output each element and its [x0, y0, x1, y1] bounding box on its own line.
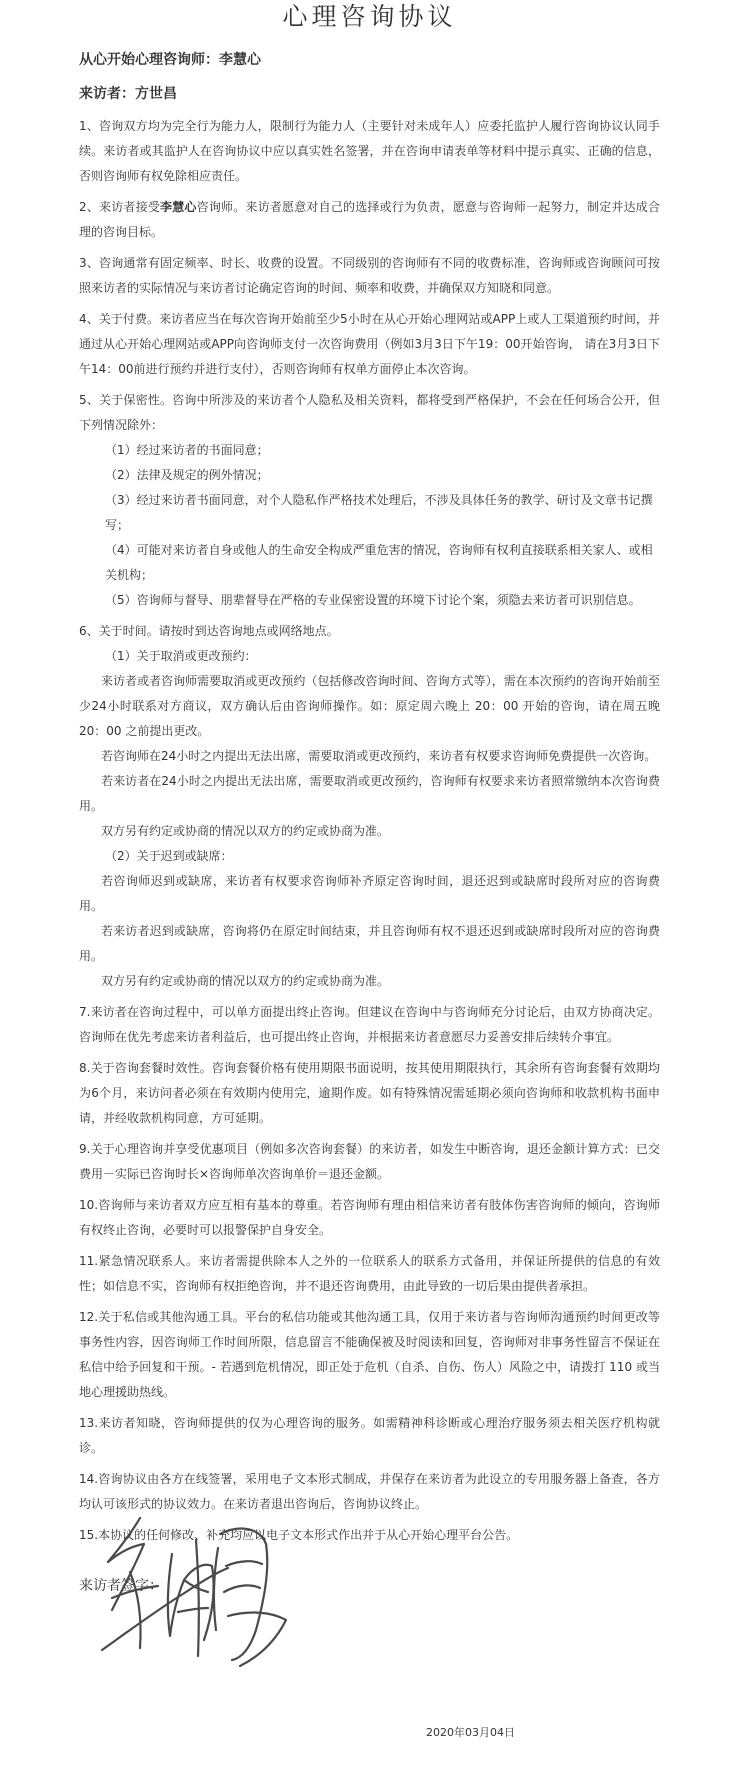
clause-6-sub2-title: （2）关于迟到或缺席：	[105, 849, 233, 863]
clause-14: 14.咨询协议由各方在线签署，采用电子文本形式制成，并保存在来访者为此设立的专用服务器上备查，各方均认可该形式的协议效力。在来访者退出咨询后，咨询协议终止。	[79, 1472, 660, 1511]
clause-5-item: （3）经过来访者书面同意，对个人隐私作严格技术处理后，不涉及具体任务的教学、研讨及文章书记撰写；	[105, 493, 653, 532]
visitor-line: 来访者：方世昌	[79, 86, 177, 102]
clause-13: 13.来访者知晓，咨询师提供的仅为心理咨询的服务。如需精神科诊断或心理治疗服务须去相关医疗机构就诊。	[79, 1416, 660, 1455]
clause-4: 4、关于付费。来访者应当在每次咨询开始前至少5小时在从心开始心理网站或APP上或人工渠道预约时间，并通过从心开始心理网站或APP向咨询师支付一次咨询费用（例如3月3日下午19：00开始咨询， 请在3月3日下午14：00前进行预约并进行支付），否则咨询师有权单方面停止本次咨询。	[79, 312, 660, 376]
clause-9: 9.关于心理咨询并享受优惠项目（例如多次咨询套餐）的来访者，如发生中断咨询，退还金额计算方式：已交费用－实际已咨询时长×咨询师单次咨询单价＝退还金额。	[79, 1142, 660, 1181]
clause-11: 11.紧急情况联系人。来访者需提供除本人之外的一位联系人的联系方式备用，并保证所提供的信息的有效性；如信息不实，咨询师有权拒绝咨询，并不退还咨询费用，由此导致的一切后果由提供者承担。	[79, 1254, 660, 1293]
page-title: 心理咨询协议	[282, 2, 457, 31]
clause-5	[79, 388, 660, 613]
clause-6-sub1-line: 若来访者在24小时之内提出无法出席，需要取消或更改预约，咨询师有权要求来访者照常缴纳本次咨询费用。	[79, 774, 660, 813]
clause-6-sub1-line: 双方另有约定或协商的情况以双方的约定或协商为准。	[101, 824, 390, 838]
clause-3: 3、咨询通常有固定频率、时长、收费的设置。不同级别的咨询师有不同的收费标准，咨询师或咨询顾问可按照来访者的实际情况与来访者讨论确定咨询的时间、频率和收费，并确保双方知晓和同意。	[79, 256, 660, 295]
signature-label: 来访者签字：	[79, 1578, 163, 1594]
clause-5-item: （4）可能对来访者自身或他人的生命安全构成严重危害的情况，咨询师有权利直接联系相关家人、或相关机构；	[105, 543, 653, 582]
clause-5-item: （2）法律及规定的例外情况；	[105, 468, 269, 482]
clause-10: 10.咨询师与来访者双方应互相有基本的尊重。若咨询师有理由相信来访者有肢体伤害咨询师的倾向，咨询师有权终止咨询，必要时可以报警保护自身安全。	[79, 1198, 660, 1237]
clause-5-item: （1）经过来访者的书面同意；	[105, 443, 269, 457]
clause-6-sub1-line: 来访者或者咨询师需要取消或更改预约（包括修改咨询时间、咨询方式等），需在本次预约的咨询开始前至少24小时联系对方商议，双方确认后由咨询师操作。如：原定周六晚上 20：00 开始的咨询，请在周五晚 20：00 之前提出更改。	[79, 674, 660, 738]
counselor-line: 从心开始心理咨询师：李慧心	[79, 52, 261, 68]
clause-6-sub2-line: 若咨询师迟到或缺席，来访者有权要求咨询师补齐原定咨询时间，退还迟到或缺席时段所对应的咨询费用。	[79, 874, 660, 913]
clause-7: 7.来访者在咨询过程中，可以单方面提出终止咨询。但建议在咨询中与咨询师充分讨论后，由双方协商决定。咨询师在优先考虑来访者利益后，也可提出终止咨询，并根据来访者意愿尽力妥善安排后续转介事宜。	[79, 1005, 660, 1044]
clause-2-counselor-name: 李慧心	[160, 200, 197, 214]
clauses	[79, 114, 660, 1548]
clause-6-sub2-line: 双方另有约定或协商的情况以双方的约定或协商为准。	[101, 974, 390, 988]
clause-2-pre: 2、来访者接受	[79, 200, 161, 214]
clause-8: 8.关于咨询套餐时效性。咨询套餐价格有使用期限书面说明，按其使用期限执行，其余所有咨询套餐有效期均为6个月，来访问者必须在有效期内使用完，逾期作废。如有特殊情况需延期必须向咨询师和收款机构书面申请，并经收款机构同意，方可延期。	[79, 1061, 660, 1125]
clause-6-sub2-line: 若来访者迟到或缺席，咨询将仍在原定时间结束，并且咨询师有权不退还迟到或缺席时段所对应的咨询费用。	[79, 924, 660, 963]
clause-6-sub1-title: （1）关于取消或更改预约：	[105, 649, 257, 663]
clause-15: 15.本协议的任何修改、补充均应以电子文本形式作出并于从心开始心理平台公告。	[79, 1528, 519, 1542]
clause-5-intro: 5、关于保密性。咨询中所涉及的来访者个人隐私及相关资料，都将受到严格保护，不会在任何场合公开，但下列情况除外：	[79, 393, 660, 432]
handwritten-signature	[100, 1480, 310, 1680]
clause-1: 1、咨询双方均为完全行为能力人，限制行为能力人（主要针对未成年人）应委托监护人履行咨询协议认同手续。来访者或其监护人在咨询协议中应以真实姓名签署，并在咨询申请表单等材料中提示真实、正确的信息，否则咨询师有权免除相应责任。	[79, 119, 660, 183]
clause-6-sub1-line: 若咨询师在24小时之内提出无法出席，需要取消或更改预约，来访者有权要求咨询师免费提供一次咨询。	[101, 749, 657, 763]
clause-6	[79, 619, 660, 994]
clause-6-intro: 6、关于时间。请按时到达咨询地点或网络地点。	[79, 624, 339, 638]
clause-12: 12.关于私信或其他沟通工具。平台的私信功能或其他沟通工具，仅用于来访者与咨询师沟通预约时间更改等事务性内容，因咨询师工作时间所限，信息留言不能确保被及时阅读和回复，咨询师对非事务性留言不保证在私信中给予回复和干预。- 若遇到危机情况，即正处于危机（自杀、自伤、伤人）风险之中，请拨打 110 或当地心理援助热线。	[79, 1310, 660, 1399]
clause-2	[79, 195, 660, 245]
clause-5-item: （5）咨询师与督导、朋辈督导在严格的专业保密设置的环境下讨论个案，须隐去来访者可识别信息。	[105, 593, 641, 607]
signature-date: 2020年03月04日	[426, 1726, 515, 1739]
clause-2-post: 咨询师。来访者愿意对自己的选择或行为负责，愿意与咨询师一起努力，制定并达成合理的咨询目标。	[79, 200, 660, 239]
